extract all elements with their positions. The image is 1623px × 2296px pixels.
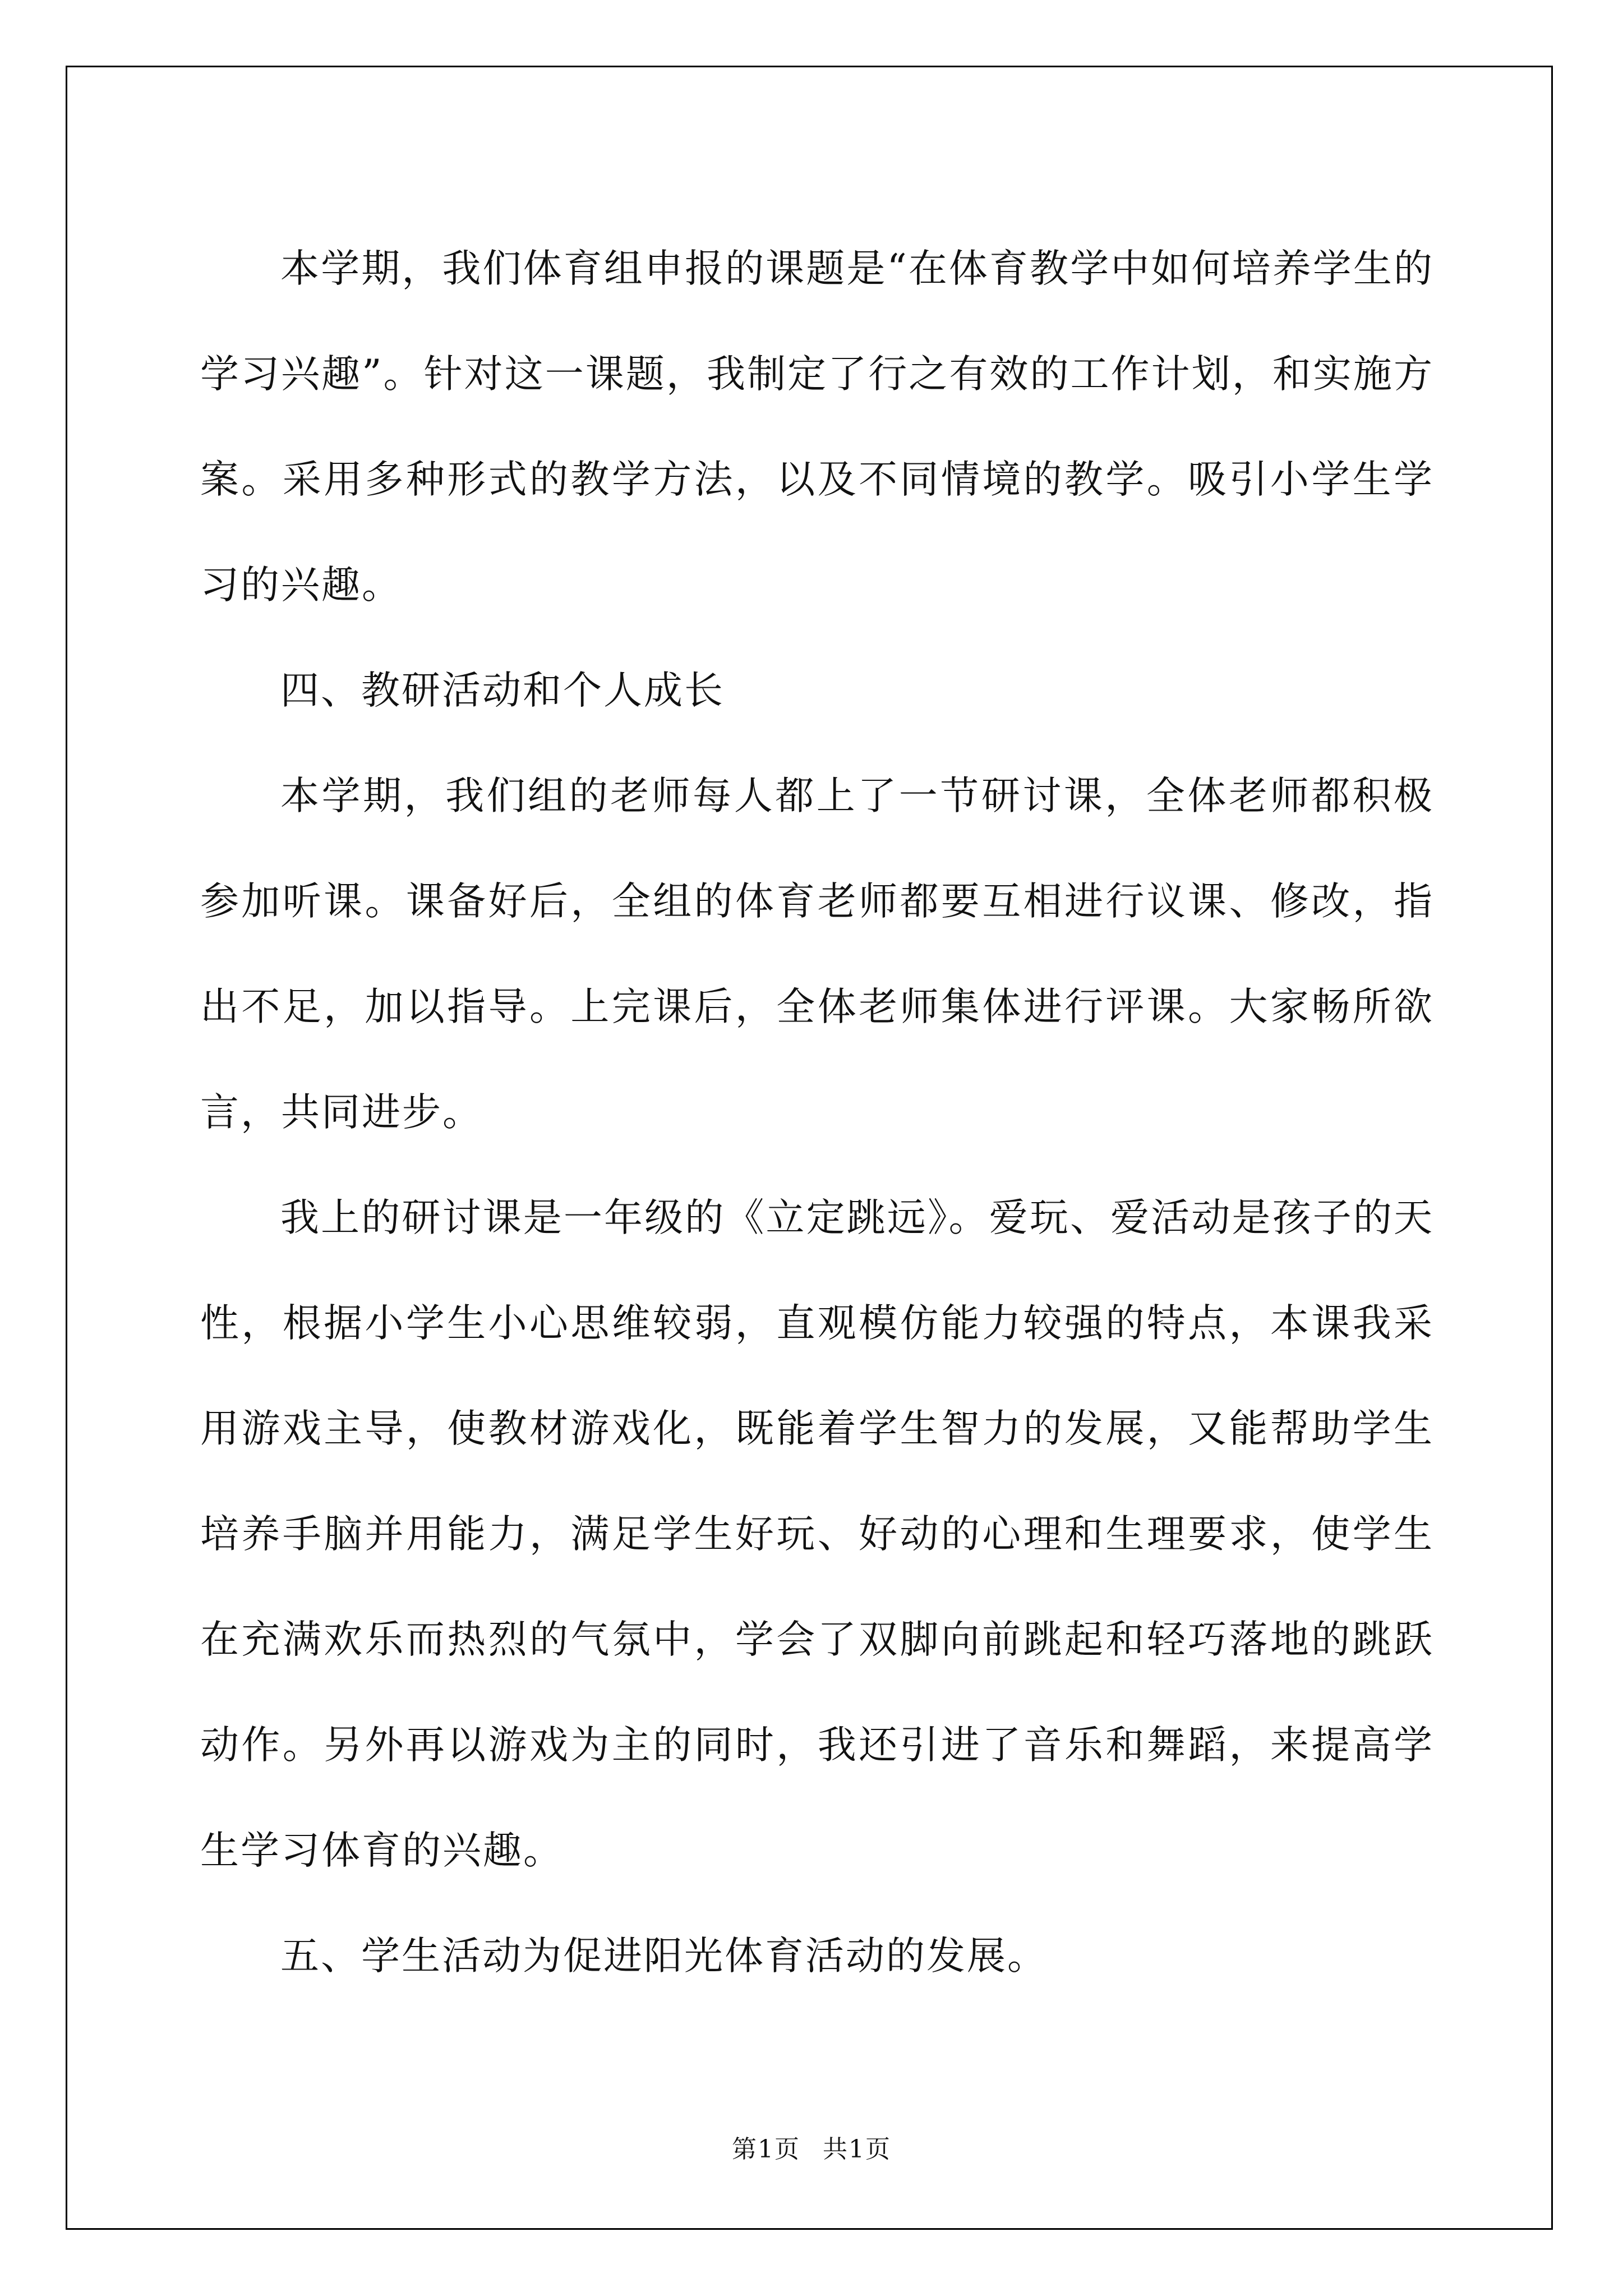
paragraph-research-topic: 本学期，我们体育组申报的课题是“在体育教学中如何培养学生的学习兴趣”。针对这一课题，我制定了行之有效的工作计划，和实施方案。采用多种形式的教学方法，以及不同情境的教学。吸引小学生学习的兴趣。 bbox=[200, 246, 1434, 608]
paragraph-standing-long-jump: 我上的研讨课是一年级的《立定跳远》。爱玩、爱活动是孩子的天性，根据小学生小心思维较弱，直观模仿能力较强的特点，本课我采用游戏主导，使教材游戏化，既能着学生智力的发展，又能帮助学生培养手脑并用能力，满足学生好玩、好动的心理和生理要求，使学生在充满欢乐而热烈的气氛中，学会了双脚向前跳起和轻巧落地的跳跃动作。另外再以游戏为主的同时，我还引进了音乐和舞蹈，来提高学生学习体育的兴趣。 bbox=[200, 1195, 1434, 1873]
page-footer bbox=[0, 2133, 1623, 2166]
page-total: 共1页 bbox=[823, 2135, 891, 2164]
document-body bbox=[200, 216, 1434, 2009]
section-heading-teaching-research: 四、教研活动和个人成长 bbox=[280, 668, 725, 713]
paragraph-seminar-lessons: 本学期，我们组的老师每人都上了一节研讨课，全体老师都积极参加听课。课备好后，全组的体育老师都要互相进行议课、修改，指出不足，加以指导。上完课后，全体老师集体进行评课。大家畅所欲言，共同进步。 bbox=[200, 774, 1434, 1135]
section-heading-student-activities: 五、学生活动为促进阳光体育活动的发展。 bbox=[280, 1934, 1048, 1978]
page-number: 第1页 bbox=[732, 2135, 800, 2164]
